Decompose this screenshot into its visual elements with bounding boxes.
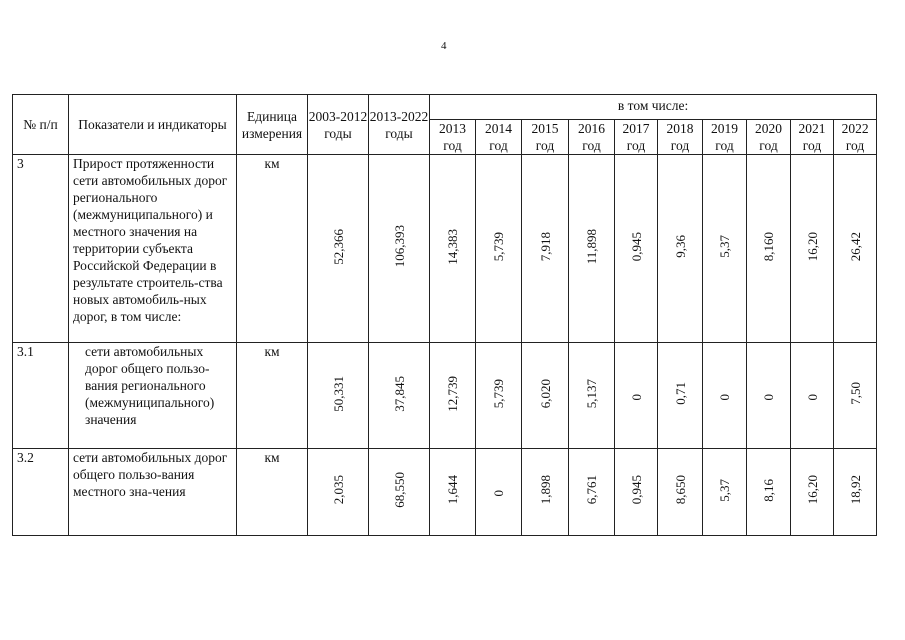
row-period-2003-2012: 50,331 [308, 343, 369, 449]
row-value: 16,20 [791, 155, 834, 343]
row-value: 5,739 [476, 155, 522, 343]
table-row [13, 155, 877, 343]
header-year: 2016 год [569, 120, 615, 155]
row-value: 14,383 [430, 155, 476, 343]
row-period-2013-2022: 106,393 [369, 155, 430, 343]
row-value: 0,945 [615, 155, 658, 343]
header-year: 2022 год [834, 120, 877, 155]
row-value: 7,50 [834, 343, 877, 449]
header-row [13, 95, 877, 120]
row-unit: км [237, 343, 308, 449]
header-year: 2021 год [791, 120, 834, 155]
table-row [13, 449, 877, 536]
row-period-2013-2022: 68,550 [369, 449, 430, 536]
header-period-2013-2022: 2013-2022 годы [369, 95, 430, 155]
row-value: 0 [615, 343, 658, 449]
header-year: 2017 год [615, 120, 658, 155]
header-year: 2020 год [747, 120, 791, 155]
row-unit: км [237, 449, 308, 536]
row-period-2003-2012: 2,035 [308, 449, 369, 536]
row-value: 1,644 [430, 449, 476, 536]
row-value: 7,918 [522, 155, 569, 343]
row-number: 3.2 [13, 449, 69, 536]
header-num: № п/п [13, 95, 69, 155]
row-value: 5,37 [703, 449, 747, 536]
header-period-2003-2012: 2003-2012 годы [308, 95, 369, 155]
header-year: 2015 год [522, 120, 569, 155]
row-unit: км [237, 155, 308, 343]
row-indicator: сети автомобильных дорог общего пользо-вания регионального (межмуниципального) значения [69, 343, 237, 449]
row-value: 8,16 [747, 449, 791, 536]
header-year: 2019 год [703, 120, 747, 155]
row-value: 0,71 [658, 343, 703, 449]
row-value: 11,898 [569, 155, 615, 343]
table-row [13, 343, 877, 449]
row-value: 26,42 [834, 155, 877, 343]
row-number: 3 [13, 155, 69, 343]
row-indicator: сети автомобильных дорог общего пользо-вания местного зна-чения [69, 449, 237, 536]
row-value: 0 [747, 343, 791, 449]
row-value: 6,761 [569, 449, 615, 536]
row-value: 6,020 [522, 343, 569, 449]
row-value: 8,160 [747, 155, 791, 343]
header-indicator: Показатели и индикаторы [69, 95, 237, 155]
row-value: 8,650 [658, 449, 703, 536]
row-value: 9,36 [658, 155, 703, 343]
row-value: 1,898 [522, 449, 569, 536]
row-value: 5,37 [703, 155, 747, 343]
page-number: 4 [441, 40, 447, 52]
row-period-2013-2022: 37,845 [369, 343, 430, 449]
row-value: 16,20 [791, 449, 834, 536]
row-value: 0 [703, 343, 747, 449]
header-unit: Единица измерения [237, 95, 308, 155]
row-indicator: Прирост протяженности сети автомобильных дорог регионального (межмуниципального) и местного значения на территории субъекта Российской Федерации в результате строитель-ства новых автомобиль-ных дорог, в том числе: [69, 155, 237, 343]
indicator-table [12, 94, 877, 536]
row-value: 5,739 [476, 343, 522, 449]
row-period-2003-2012: 52,366 [308, 155, 369, 343]
row-value: 5,137 [569, 343, 615, 449]
row-value: 0 [791, 343, 834, 449]
row-number: 3.1 [13, 343, 69, 449]
header-year: 2014 год [476, 120, 522, 155]
row-value: 0,945 [615, 449, 658, 536]
header-year: 2018 год [658, 120, 703, 155]
row-value: 18,92 [834, 449, 877, 536]
header-including: в том числе: [430, 95, 877, 120]
row-value: 12,739 [430, 343, 476, 449]
row-value: 0 [476, 449, 522, 536]
header-year: 2013 год [430, 120, 476, 155]
